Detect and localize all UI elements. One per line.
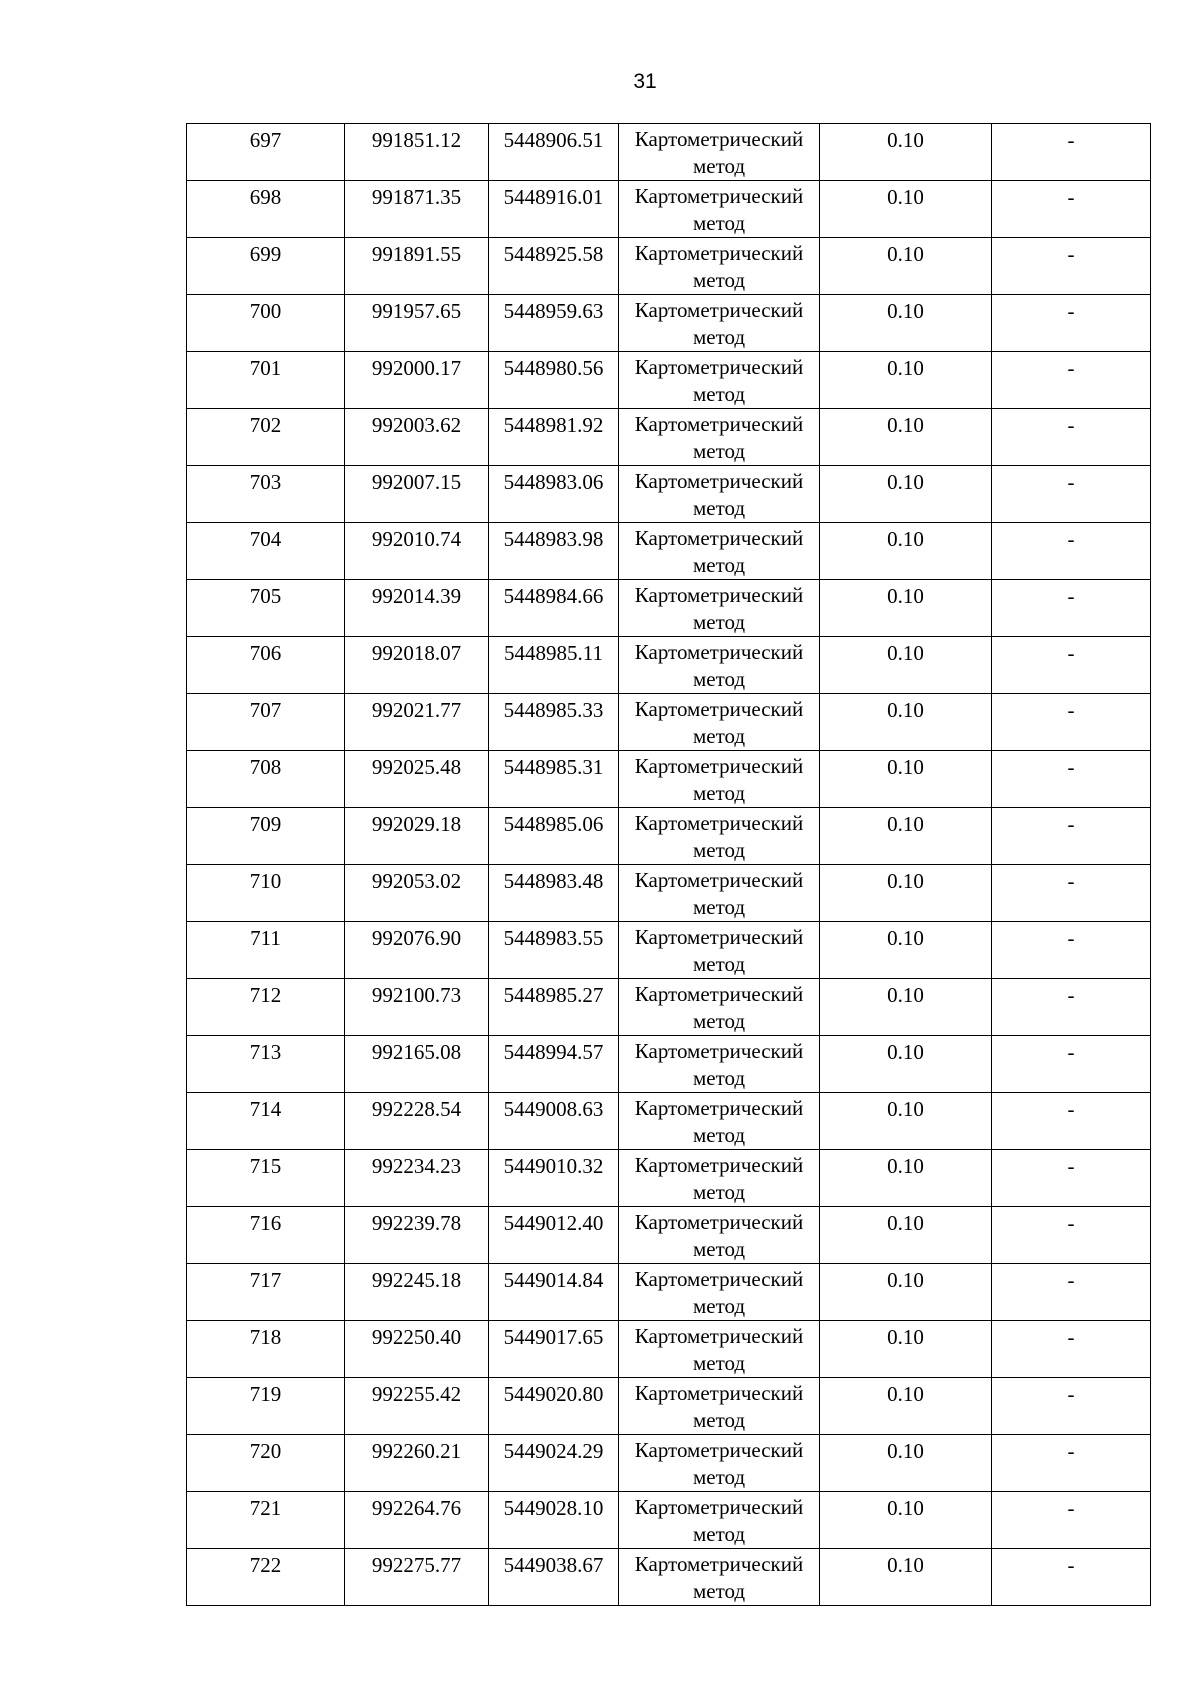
method-cell: Картометрический метод	[619, 637, 820, 694]
x-coordinate-cell: 992250.40	[345, 1321, 489, 1378]
x-coordinate-cell: 992021.77	[345, 694, 489, 751]
point-number-cell: 712	[187, 979, 345, 1036]
note-cell: -	[992, 181, 1151, 238]
accuracy-cell: 0.10	[820, 1492, 992, 1549]
x-coordinate-cell: 991871.35	[345, 181, 489, 238]
x-coordinate-cell: 992228.54	[345, 1093, 489, 1150]
page-number: 31	[633, 70, 657, 93]
method-cell: Картометрический метод	[619, 979, 820, 1036]
note-cell: -	[992, 580, 1151, 637]
y-coordinate-cell: 5448983.06	[489, 466, 619, 523]
accuracy-cell: 0.10	[820, 409, 992, 466]
note-cell: -	[992, 1264, 1151, 1321]
point-number-cell: 701	[187, 352, 345, 409]
table-row	[187, 1378, 1151, 1435]
x-coordinate-cell: 992000.17	[345, 352, 489, 409]
method-cell: Картометрический метод	[619, 1321, 820, 1378]
y-coordinate-cell: 5449012.40	[489, 1207, 619, 1264]
method-cell: Картометрический метод	[619, 352, 820, 409]
point-number-cell: 716	[187, 1207, 345, 1264]
table-row	[187, 1549, 1151, 1606]
table-row	[187, 1207, 1151, 1264]
table-row	[187, 979, 1151, 1036]
note-cell: -	[992, 409, 1151, 466]
table-row	[187, 1435, 1151, 1492]
method-cell: Картометрический метод	[619, 124, 820, 181]
table-row	[187, 352, 1151, 409]
y-coordinate-cell: 5449017.65	[489, 1321, 619, 1378]
x-coordinate-cell: 992014.39	[345, 580, 489, 637]
y-coordinate-cell: 5449008.63	[489, 1093, 619, 1150]
note-cell: -	[992, 979, 1151, 1036]
note-cell: -	[992, 295, 1151, 352]
method-cell: Картометрический метод	[619, 1036, 820, 1093]
accuracy-cell: 0.10	[820, 1207, 992, 1264]
method-cell: Картометрический метод	[619, 181, 820, 238]
table-row	[187, 580, 1151, 637]
accuracy-cell: 0.10	[820, 295, 992, 352]
table-row	[187, 751, 1151, 808]
accuracy-cell: 0.10	[820, 466, 992, 523]
accuracy-cell: 0.10	[820, 637, 992, 694]
y-coordinate-cell: 5449024.29	[489, 1435, 619, 1492]
y-coordinate-cell: 5448916.01	[489, 181, 619, 238]
y-coordinate-cell: 5448983.55	[489, 922, 619, 979]
method-cell: Картометрический метод	[619, 1093, 820, 1150]
point-number-cell: 706	[187, 637, 345, 694]
note-cell: -	[992, 808, 1151, 865]
table-row	[187, 523, 1151, 580]
y-coordinate-cell: 5448980.56	[489, 352, 619, 409]
accuracy-cell: 0.10	[820, 1321, 992, 1378]
point-number-cell: 699	[187, 238, 345, 295]
accuracy-cell: 0.10	[820, 352, 992, 409]
accuracy-cell: 0.10	[820, 865, 992, 922]
x-coordinate-cell: 992018.07	[345, 637, 489, 694]
y-coordinate-cell: 5448985.11	[489, 637, 619, 694]
method-cell: Картометрический метод	[619, 1492, 820, 1549]
point-number-cell: 717	[187, 1264, 345, 1321]
accuracy-cell: 0.10	[820, 1036, 992, 1093]
method-cell: Картометрический метод	[619, 922, 820, 979]
point-number-cell: 713	[187, 1036, 345, 1093]
y-coordinate-cell: 5449020.80	[489, 1378, 619, 1435]
point-number-cell: 718	[187, 1321, 345, 1378]
y-coordinate-cell: 5448925.58	[489, 238, 619, 295]
method-cell: Картометрический метод	[619, 1378, 820, 1435]
note-cell: -	[992, 238, 1151, 295]
y-coordinate-cell: 5449038.67	[489, 1549, 619, 1606]
note-cell: -	[992, 694, 1151, 751]
method-cell: Картометрический метод	[619, 865, 820, 922]
note-cell: -	[992, 1321, 1151, 1378]
note-cell: -	[992, 1207, 1151, 1264]
x-coordinate-cell: 992003.62	[345, 409, 489, 466]
table-row	[187, 922, 1151, 979]
method-cell: Картометрический метод	[619, 295, 820, 352]
table-row	[187, 865, 1151, 922]
note-cell: -	[992, 352, 1151, 409]
point-number-cell: 710	[187, 865, 345, 922]
y-coordinate-cell: 5448985.27	[489, 979, 619, 1036]
accuracy-cell: 0.10	[820, 1378, 992, 1435]
point-number-cell: 697	[187, 124, 345, 181]
point-number-cell: 715	[187, 1150, 345, 1207]
x-coordinate-cell: 992255.42	[345, 1378, 489, 1435]
point-number-cell: 698	[187, 181, 345, 238]
table-row	[187, 808, 1151, 865]
point-number-cell: 705	[187, 580, 345, 637]
accuracy-cell: 0.10	[820, 1093, 992, 1150]
table-row	[187, 1150, 1151, 1207]
method-cell: Картометрический метод	[619, 238, 820, 295]
table-row	[187, 1321, 1151, 1378]
x-coordinate-cell: 992260.21	[345, 1435, 489, 1492]
x-coordinate-cell: 992100.73	[345, 979, 489, 1036]
note-cell: -	[992, 1093, 1151, 1150]
note-cell: -	[992, 1435, 1151, 1492]
accuracy-cell: 0.10	[820, 124, 992, 181]
x-coordinate-cell: 992165.08	[345, 1036, 489, 1093]
method-cell: Картометрический метод	[619, 580, 820, 637]
accuracy-cell: 0.10	[820, 979, 992, 1036]
point-number-cell: 709	[187, 808, 345, 865]
method-cell: Картометрический метод	[619, 1150, 820, 1207]
y-coordinate-cell: 5449014.84	[489, 1264, 619, 1321]
y-coordinate-cell: 5448981.92	[489, 409, 619, 466]
x-coordinate-cell: 992239.78	[345, 1207, 489, 1264]
point-number-cell: 721	[187, 1492, 345, 1549]
x-coordinate-cell: 992275.77	[345, 1549, 489, 1606]
accuracy-cell: 0.10	[820, 1264, 992, 1321]
accuracy-cell: 0.10	[820, 1150, 992, 1207]
table-row	[187, 1264, 1151, 1321]
x-coordinate-cell: 992025.48	[345, 751, 489, 808]
method-cell: Картометрический метод	[619, 523, 820, 580]
accuracy-cell: 0.10	[820, 238, 992, 295]
y-coordinate-cell: 5448959.63	[489, 295, 619, 352]
point-number-cell: 703	[187, 466, 345, 523]
y-coordinate-cell: 5449028.10	[489, 1492, 619, 1549]
method-cell: Картометрический метод	[619, 409, 820, 466]
table-body	[187, 124, 1151, 1606]
table-row	[187, 181, 1151, 238]
point-number-cell: 702	[187, 409, 345, 466]
point-number-cell: 722	[187, 1549, 345, 1606]
point-number-cell: 708	[187, 751, 345, 808]
note-cell: -	[992, 1036, 1151, 1093]
point-number-cell: 714	[187, 1093, 345, 1150]
x-coordinate-cell: 992053.02	[345, 865, 489, 922]
x-coordinate-cell: 991891.55	[345, 238, 489, 295]
x-coordinate-cell: 992029.18	[345, 808, 489, 865]
table-row	[187, 409, 1151, 466]
point-number-cell: 719	[187, 1378, 345, 1435]
y-coordinate-cell: 5449010.32	[489, 1150, 619, 1207]
point-number-cell: 720	[187, 1435, 345, 1492]
note-cell: -	[992, 523, 1151, 580]
y-coordinate-cell: 5448906.51	[489, 124, 619, 181]
method-cell: Картометрический метод	[619, 466, 820, 523]
method-cell: Картометрический метод	[619, 808, 820, 865]
accuracy-cell: 0.10	[820, 751, 992, 808]
x-coordinate-cell: 992245.18	[345, 1264, 489, 1321]
method-cell: Картометрический метод	[619, 1264, 820, 1321]
x-coordinate-cell: 992234.23	[345, 1150, 489, 1207]
y-coordinate-cell: 5448985.33	[489, 694, 619, 751]
table-row	[187, 295, 1151, 352]
x-coordinate-cell: 992010.74	[345, 523, 489, 580]
method-cell: Картометрический метод	[619, 1435, 820, 1492]
table-row	[187, 466, 1151, 523]
point-number-cell: 711	[187, 922, 345, 979]
point-number-cell: 707	[187, 694, 345, 751]
y-coordinate-cell: 5448984.66	[489, 580, 619, 637]
y-coordinate-cell: 5448983.98	[489, 523, 619, 580]
note-cell: -	[992, 466, 1151, 523]
y-coordinate-cell: 5448985.06	[489, 808, 619, 865]
x-coordinate-cell: 992007.15	[345, 466, 489, 523]
y-coordinate-cell: 5448983.48	[489, 865, 619, 922]
note-cell: -	[992, 637, 1151, 694]
x-coordinate-cell: 991957.65	[345, 295, 489, 352]
table-row	[187, 1492, 1151, 1549]
table-row	[187, 1036, 1151, 1093]
x-coordinate-cell: 991851.12	[345, 124, 489, 181]
method-cell: Картометрический метод	[619, 1207, 820, 1264]
table-row	[187, 694, 1151, 751]
accuracy-cell: 0.10	[820, 523, 992, 580]
y-coordinate-cell: 5448985.31	[489, 751, 619, 808]
note-cell: -	[992, 1549, 1151, 1606]
accuracy-cell: 0.10	[820, 808, 992, 865]
accuracy-cell: 0.10	[820, 181, 992, 238]
x-coordinate-cell: 992076.90	[345, 922, 489, 979]
accuracy-cell: 0.10	[820, 922, 992, 979]
note-cell: -	[992, 922, 1151, 979]
note-cell: -	[992, 751, 1151, 808]
table-row	[187, 1093, 1151, 1150]
accuracy-cell: 0.10	[820, 1435, 992, 1492]
table-row	[187, 124, 1151, 181]
note-cell: -	[992, 1150, 1151, 1207]
method-cell: Картометрический метод	[619, 1549, 820, 1606]
accuracy-cell: 0.10	[820, 1549, 992, 1606]
note-cell: -	[992, 1492, 1151, 1549]
accuracy-cell: 0.10	[820, 580, 992, 637]
note-cell: -	[992, 865, 1151, 922]
table-row	[187, 637, 1151, 694]
point-number-cell: 700	[187, 295, 345, 352]
method-cell: Картометрический метод	[619, 694, 820, 751]
x-coordinate-cell: 992264.76	[345, 1492, 489, 1549]
note-cell: -	[992, 124, 1151, 181]
y-coordinate-cell: 5448994.57	[489, 1036, 619, 1093]
point-number-cell: 704	[187, 523, 345, 580]
accuracy-cell: 0.10	[820, 694, 992, 751]
method-cell: Картометрический метод	[619, 751, 820, 808]
coordinates-table	[186, 123, 1151, 1606]
note-cell: -	[992, 1378, 1151, 1435]
table-row	[187, 238, 1151, 295]
